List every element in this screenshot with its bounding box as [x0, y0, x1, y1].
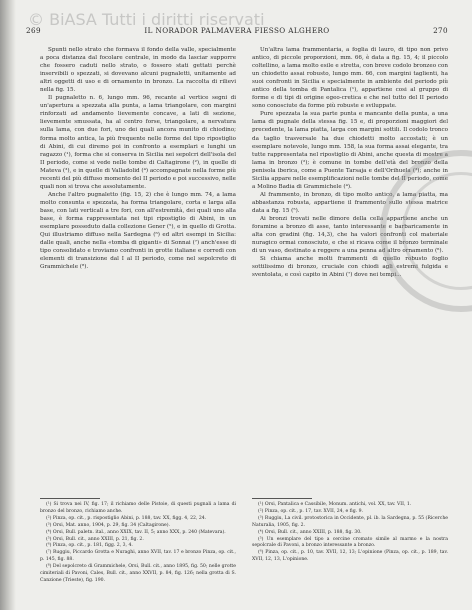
footnote: (⁸) Del sepolcreto di Grammichele, Orsi, Bull. cit., anno 1895, fig. 50; nelle grotte cimiteriali di Pavoni, Cales, Bull. cit., anno XXVII, p. 84, fig. 126; nella grotta di S. Canzione (Trieste), fig. 190. — [40, 564, 236, 583]
paragraph: Il pugnaletto n. 6, lungo mm. 96, recante al vertice segni di un'apertura a spezzata alla punta, a lama triangolare, con margini rinforzati ad andamento lievemente concave, a lati di sezione, lievemente smussata, ha al centro forse, triangolare, a nervatura sulla lama, con due fori, uno dei quali ancora munito di chiodino; forma molto antica, la più frequente nelle forme del tipo ripostiglio di Abini, di cui diremo poi in confronto a esemplari e lunghi un ragazzo (¹), forma che si conserva in Sicilia nei sepolcri dell'isola del II periodo, come si vede nelle tombe di Caltagirone (²), in quelle di Mateva (³), e in quelle di Valladolid (⁴) accompagnate nella forme più recenti del più diffuso momento del II periodo e poi successivo, nelle quali non si trova che assolutamente. — [40, 95, 236, 190]
left-footnotes — [40, 502, 236, 585]
paragraph: Ai bronzi trovati nelle dimore della cella appartiene anche un foramine a bronzo di asse, tanto interessante e barbaricamente in alta con gradini (fig. 14,3), che ha valori confronti col materiale nuragico ormai conosciuto, e che si ricava come il bronzo terminale di un vaso, destinato a reggere a una penna ad altro ornamento (⁶). — [252, 215, 448, 255]
paragraph: Si chiama anche molti frammenti di quello robusto foglio sottilissimo di bronzo, cruciale con chiodi agli estremi fulgida e sventolata, e così capito in Abini (⁷) dove nei tempi... — [252, 256, 448, 279]
seal-inner-ring — [402, 172, 472, 290]
footnote: (⁵) Orsi, Bull. cit., anno XXIII, p. 21, fig. 2. — [46, 536, 144, 542]
paragraph: Spunti nello strato che formava il fondo della valle, specialmente a poca distanza dal focolare centrale, in modo da lasciar supporre che fossero caduti nello strato, o fossero stati gettati perchè inservibili o spezzati, si dovevano alcuni pugnaletti, unitamente ad altri oggetti di uso e di ornamento in bronzo. La raccolta di rilievi nella fig. 15. — [40, 47, 236, 94]
footnote: (¹) Si trova nei IV, fig. 17; il richiamo delle Pistoie, di questi pugnali a lama di bronzo del bronzo, richiamo anche. — [40, 502, 236, 514]
footnote: (⁷) Ruggiu, Piccardo Grotta e Nuraghi, anno XVII, tav. 17 e bronzo Pinza, op. cit., p. 145, fig. 88. — [40, 550, 236, 563]
right-footnotes — [252, 502, 448, 564]
paragraph: Pure spezzata la sua parte punta e mancante della punta, a una lama di pugnale della stessa fig. 15 e, di proporzioni maggiori del precedente, la lama piatta, larga con margini sottili. Il codolo tronco da taglio trasversale ha due chiodetti molto accostati; è un esemplare notevole, lungo mm. 158, la sua forma assai elegante, tra tutte rappresentata nel ripostiglio di Abini, anche questa di mostre a lama in bronzo (²); è comune in tombe dell'età del bronzo della penisola iberica, come a Puente Tarsaja e dell'Orihuela (³); anche in Sicilia appare nelle esemplificazioni nelle tombe del II periodo, come a Molino Badia di Grammichele (⁴). — [252, 111, 448, 190]
footnote: (⁴) Orsi, Bull. paletn. ital., anno XXIX, tav. II, 5; anno XXX, p. 240 (Matevara). — [46, 529, 226, 535]
footnote-rule — [252, 498, 312, 499]
footnote: (³) Orsi, Mat. anno, 1904, p. 29, fig. 34 (Caltagirone). — [46, 522, 171, 528]
paragraph: Un'altra lama frammentaria, a foglia di lauro, di tipo non privo antico, di piccole proporzioni, mm. 66, è data a fig. 15, 4; il piccolo coltellino, a lama molto esile e stretta, con breve codolo bronzeo con un chiodetto assai robusto, lungo mm. 66, con margini taglienti, ha suoi confronti in Sicilia e specialmente in ambiente del periodo più antico della tomba di Pantalica (¹), appartiene cosi al gruppo di forme e di tipi di origine egeo-cretica e che nel tutto del II periodo sono conosciute da forme più robuste e sviluppate. — [252, 47, 448, 110]
footnote: (⁶) Pinza, op. cit., p. 10, tav. XVII, 12, 13; L'opinione (Pinza, op. cit., p. 189, tav. XVII, 12, 13, L'opinione. — [252, 550, 448, 563]
page-number-left: 269 — [26, 26, 41, 35]
running-title: IL NORADOR PALMAVERA FIESSO ALGHERO — [144, 26, 330, 35]
footnote: (⁶) Pinza, op. cit., p. 181, figg. 2, 3, 4. — [46, 543, 133, 549]
paragraph: Anche l'altro pugnaletto (fig. 15, 2) che è lungo mm. 74, a lama molto consunta e spezzata, ha forma triangolare, corta e larga alla base, con lati verticali a tre fori, con all'estremità, dei quali uno alla base, è forma rappresentata nei tipi ripostiglio di Abini, in un esemplare posseduto dalla collezione Gener (⁵), e in quello di Grotta. Qui illustriamo diffuso nella Sardegna (⁶) ed altri esempi in Sicilia: dalle quali, anche nella «tomba di giganti» di Sonnai (⁷) anch'esse di tipo consolidato e troviamo confronti in grotte italiane e corredi con elementi di transizione dal I al II periodo, come nel sepolcreto di Grammichele (⁸). — [40, 191, 236, 271]
footnote: (¹) Orsi, Pantalica e Cassibile, Monum. antichi, vol. XX, tav. VII, 1. — [258, 502, 412, 507]
footnote: (²) Pinza, op. cit., p. 17, tav. XVII, 24, e fig. 9. — [258, 508, 363, 514]
watermark-text: © BiASA Tutti i diritti riservati — [28, 10, 265, 29]
footnote: (²) Pinza, op. cit., p. rispostiglio Abini, p. 188, tav. XX, figg. 4, 22, 24. — [46, 515, 207, 521]
page-number-right: 270 — [433, 26, 448, 35]
binding-shadow — [0, 0, 16, 610]
paragraph: Al frammento, in bronzo, di tipo molto antico, a lama piatta, ma abbastanza robusta, appartiene il frammento sullo stessa matrice data a fig. 15 (⁵). — [252, 191, 448, 214]
footnote: (³) Ruggiu, La civil. protostorica in Occidente, pl. ib. la Sardegna, p. 55 (Ricerche Naturalia, 1905, fig. 2. — [252, 515, 448, 528]
footnote: (⁴) Orsi, Bull. cit., anno XXIII, p. 188, fig. 30. — [258, 529, 362, 535]
left-column — [40, 46, 236, 271]
footnote-rule — [40, 498, 100, 499]
footnote: (⁵) Un esemplare del tipo a cercine cromato simile al marmo e la nostra sepolcrale di Pavoni, a bronzo interessante a bronzo. — [252, 536, 448, 549]
